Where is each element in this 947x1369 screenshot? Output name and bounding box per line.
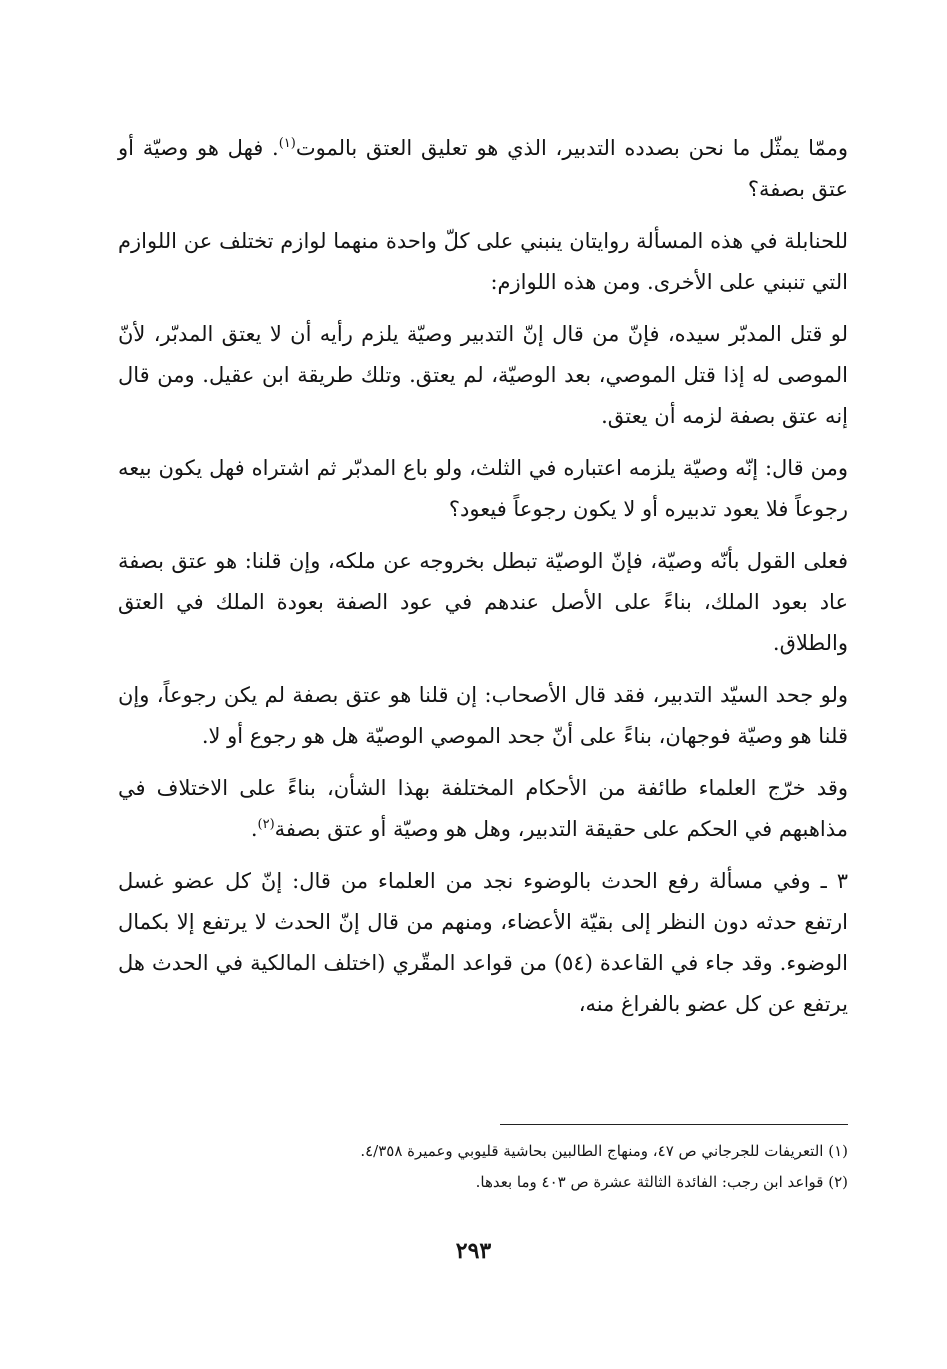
paragraph-1-text: وممّا يمثّل ما نحن بصدده التدبير، الذي هو تعليق العتق بالموت bbox=[295, 136, 848, 160]
footnotes bbox=[300, 1136, 848, 1198]
main-text bbox=[118, 128, 848, 1036]
footnote-1: (١) التعريفات للجرجاني ص ٤٧، ومنهاج الطالبين بحاشية قليوبي وعميرة ٤/٣٥٨. bbox=[360, 1142, 848, 1160]
paragraph-3: لو قتل المدبّر سيده، فإنّ من قال إنّ التدبير وصيّة يلزم رأيه أن لا يعتق المدبّر، لأنّ الموصى له إذا قتل الموصي، بعد الوصيّة، لم يعتق. وتلك طريقة ابن عقيل. ومن قال إنه عتق بصفة لزمه أن يعتق. bbox=[118, 322, 848, 428]
numbered-paragraph-3: ٣ ـ وفي مسألة رفع الحدث بالوضوء نجد من العلماء من قال: إنّ كل عضو غسل ارتفع حدثه دون النظر إلى بقيّة الأعضاء، ومنهم من قال إنّ الحدث لا يرتفع إلا بكمال الوضوء. وقد جاء في القاعدة (٥٤) من قواعد المقّري (اختلف المالكية في الحدث هل يرتفع عن كل عضو بالفراغ منه، bbox=[118, 869, 848, 1016]
paragraph-1 bbox=[118, 128, 848, 210]
paragraph-7-text-end: . bbox=[250, 817, 258, 841]
page-number: ٢٩٣ bbox=[455, 1238, 492, 1264]
paragraph-5: فعلى القول بأنّه وصيّة، فإنّ الوصيّة تبطل بخروجه عن ملكه، وإن قلنا: هو عتق بصفة عاد بعود الملك، بناءً على الأصل عندهم في عود الصفة بعودة الملك في العتق والطلاق. bbox=[118, 549, 848, 655]
footnote-2: (٢) قواعد ابن رجب: الفائدة الثالثة عشرة ص ٤٠٣ وما بعدها. bbox=[475, 1173, 848, 1191]
footnote-ref-1: (١) bbox=[278, 136, 296, 151]
footnote-divider bbox=[500, 1124, 848, 1125]
paragraph-7-text: وقد خرّج العلماء طائفة من الأحكام المختلفة بهذا الشأن، بناءً على الاختلاف في مذاهبهم في الحكم على حقيقة التدبير، وهل هو وصيّة أو عتق بصفة bbox=[118, 776, 848, 841]
paragraph-1-text-end: . فهل هو وصيّة أو عتق بصفة؟ bbox=[118, 136, 848, 201]
paragraph-6: ولو جحد السيّد التدبير، فقد قال الأصحاب: إن قلنا هو عتق بصفة لم يكن رجوعاً، وإن قلنا هو وصيّة فوجهان، بناءً على أنّ جحد الموصي الوصيّة هل هو رجوع أو لا. bbox=[118, 683, 848, 748]
paragraph-7 bbox=[118, 768, 848, 850]
paragraph-2: للحنابلة في هذه المسألة روايتان ينبني على كلّ واحدة منهما لوازم تختلف عن اللوازم التي تنبني على الأخرى. ومن هذه اللوازم: bbox=[118, 229, 848, 294]
paragraph-4: ومن قال: إنّه وصيّة يلزمه اعتباره في الثلث، ولو باع المدبّر ثم اشتراه فهل يكون بيعه رجوعاً فلا يعود تدبيره أو لا يكون رجوعاً فيعود؟ bbox=[118, 456, 848, 521]
footnote-ref-2: (٢) bbox=[257, 817, 275, 832]
